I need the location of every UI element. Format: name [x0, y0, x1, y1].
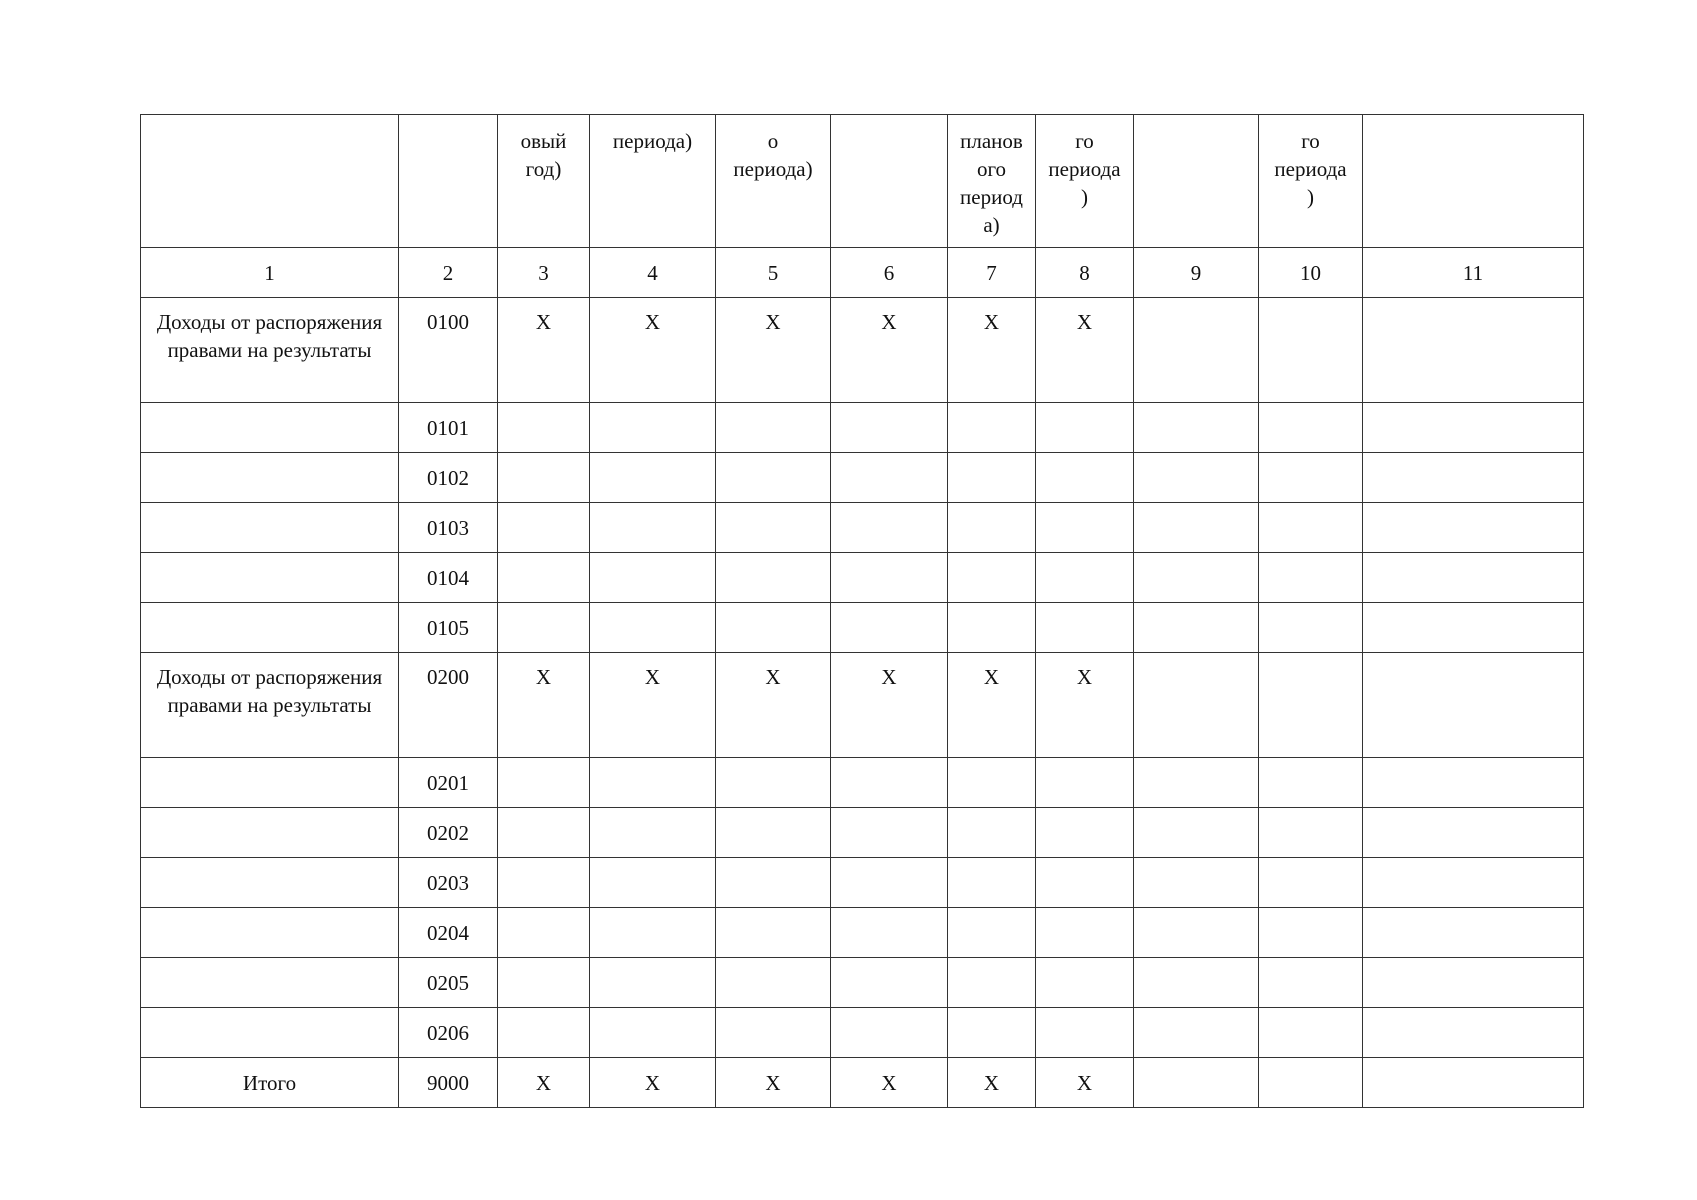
table-cell-col-10	[1259, 958, 1363, 1008]
table-cell-col-9	[1134, 453, 1259, 503]
total-row	[141, 1058, 1584, 1108]
table-cell-col-9	[1134, 758, 1259, 808]
table-cell-col-11	[1363, 758, 1584, 808]
table-row	[141, 603, 1584, 653]
table-cell-col-4	[590, 858, 716, 908]
section-row	[141, 653, 1584, 758]
table-cell-col-8	[1036, 858, 1134, 908]
table-cell-col-4	[590, 808, 716, 858]
table-cell-col-1: Итого	[141, 1058, 399, 1108]
table-cell-col-3	[498, 553, 590, 603]
form-table	[140, 114, 1584, 1108]
table-cell-col-11	[1363, 403, 1584, 453]
table-cell-col-6: X	[831, 1058, 948, 1108]
table-cell-col-7: 7	[948, 248, 1036, 298]
table-cell-col-8	[1036, 453, 1134, 503]
table-cell-col-6	[831, 758, 948, 808]
table-cell-col-10	[1259, 1058, 1363, 1108]
table-cell-col-9	[1134, 653, 1259, 758]
table-cell-col-8: X	[1036, 1058, 1134, 1108]
table-cell-col-7	[948, 808, 1036, 858]
table-cell-col-8	[1036, 758, 1134, 808]
table-body	[141, 115, 1584, 1108]
table-cell-col-4: X	[590, 653, 716, 758]
table-cell-col-2: 0104	[399, 553, 498, 603]
table-cell-col-3	[498, 808, 590, 858]
table-cell-col-10	[1259, 503, 1363, 553]
table-cell-col-4: периода)	[590, 115, 716, 248]
table-cell-col-6	[831, 453, 948, 503]
table-cell-col-9	[1134, 808, 1259, 858]
table-cell-col-1	[141, 553, 399, 603]
table-cell-col-5: X	[716, 653, 831, 758]
table-cell-col-10	[1259, 403, 1363, 453]
table-cell-col-11	[1363, 298, 1584, 403]
table-cell-col-9	[1134, 958, 1259, 1008]
table-cell-col-9	[1134, 503, 1259, 553]
table-cell-col-8	[1036, 808, 1134, 858]
table-cell-col-4	[590, 1008, 716, 1058]
table-cell-col-1	[141, 403, 399, 453]
table-cell-col-3: X	[498, 1058, 590, 1108]
table-cell-col-11	[1363, 1008, 1584, 1058]
table-cell-col-11	[1363, 503, 1584, 553]
table-cell-col-10	[1259, 1008, 1363, 1058]
table-cell-col-10	[1259, 603, 1363, 653]
table-cell-col-11: 11	[1363, 248, 1584, 298]
table-cell-col-11	[1363, 603, 1584, 653]
table-cell-col-3	[498, 958, 590, 1008]
table-cell-col-2: 0204	[399, 908, 498, 958]
table-cell-col-3	[498, 1008, 590, 1058]
table-cell-col-4	[590, 403, 716, 453]
table-cell-col-1: Доходы от распоряжения правами на результаты	[141, 653, 399, 758]
table-cell-col-5: о периода)	[716, 115, 831, 248]
table-row	[141, 958, 1584, 1008]
table-cell-col-7	[948, 908, 1036, 958]
table-cell-col-7	[948, 858, 1036, 908]
table-cell-col-6	[831, 503, 948, 553]
table-cell-col-1	[141, 115, 399, 248]
table-cell-col-1	[141, 758, 399, 808]
table-row	[141, 1008, 1584, 1058]
table-cell-col-6	[831, 403, 948, 453]
header-row	[141, 115, 1584, 248]
table-cell-col-6	[831, 553, 948, 603]
table-cell-col-6: X	[831, 298, 948, 403]
table-cell-col-10	[1259, 858, 1363, 908]
table-cell-col-1	[141, 603, 399, 653]
table-cell-col-4	[590, 503, 716, 553]
table-cell-col-10	[1259, 808, 1363, 858]
table-cell-col-3	[498, 908, 590, 958]
table-cell-col-7	[948, 958, 1036, 1008]
table-cell-col-5	[716, 503, 831, 553]
table-cell-col-5	[716, 603, 831, 653]
table-cell-col-4	[590, 908, 716, 958]
table-cell-col-9	[1134, 403, 1259, 453]
table-cell-col-7	[948, 503, 1036, 553]
table-cell-col-5	[716, 758, 831, 808]
table-cell-col-9	[1134, 858, 1259, 908]
table-cell-col-4: X	[590, 1058, 716, 1108]
table-cell-col-3	[498, 758, 590, 808]
table-cell-col-1	[141, 958, 399, 1008]
table-row	[141, 858, 1584, 908]
table-cell-col-3: овый год)	[498, 115, 590, 248]
table-cell-col-9	[1134, 908, 1259, 958]
table-cell-col-3: 3	[498, 248, 590, 298]
table-cell-col-8	[1036, 403, 1134, 453]
table-cell-col-8: го периода )	[1036, 115, 1134, 248]
table-cell-col-7: X	[948, 1058, 1036, 1108]
table-cell-col-5	[716, 858, 831, 908]
table-cell-col-5: X	[716, 298, 831, 403]
table-cell-col-9	[1134, 1008, 1259, 1058]
table-cell-col-7	[948, 553, 1036, 603]
table-cell-col-2: 0202	[399, 808, 498, 858]
table-cell-col-2: 2	[399, 248, 498, 298]
table-cell-col-4	[590, 453, 716, 503]
table-cell-col-9	[1134, 1058, 1259, 1108]
table-cell-col-2: 0201	[399, 758, 498, 808]
table-cell-col-8: 8	[1036, 248, 1134, 298]
table-cell-col-5: X	[716, 1058, 831, 1108]
table-cell-col-2: 0101	[399, 403, 498, 453]
table-cell-col-11	[1363, 115, 1584, 248]
table-row	[141, 503, 1584, 553]
table-cell-col-6	[831, 808, 948, 858]
table-cell-col-10: го периода )	[1259, 115, 1363, 248]
section-row	[141, 298, 1584, 403]
table-cell-col-3	[498, 603, 590, 653]
table-cell-col-5	[716, 908, 831, 958]
table-cell-col-1	[141, 503, 399, 553]
table-cell-col-5	[716, 403, 831, 453]
table-cell-col-6	[831, 858, 948, 908]
table-cell-col-5	[716, 553, 831, 603]
table-cell-col-4: X	[590, 298, 716, 403]
table-cell-col-3	[498, 858, 590, 908]
table-cell-col-3	[498, 503, 590, 553]
table-cell-col-2: 0102	[399, 453, 498, 503]
table-cell-col-11	[1363, 1058, 1584, 1108]
table-cell-col-6	[831, 908, 948, 958]
table-cell-col-11	[1363, 553, 1584, 603]
table-cell-col-6	[831, 1008, 948, 1058]
table-cell-col-8: X	[1036, 653, 1134, 758]
table-cell-col-3: X	[498, 653, 590, 758]
table-cell-col-10	[1259, 908, 1363, 958]
table-cell-col-5	[716, 958, 831, 1008]
table-cell-col-11	[1363, 453, 1584, 503]
table-cell-col-4: 4	[590, 248, 716, 298]
table-row	[141, 808, 1584, 858]
table-cell-col-6	[831, 958, 948, 1008]
table-cell-col-10	[1259, 453, 1363, 503]
table-cell-col-2: 9000	[399, 1058, 498, 1108]
table-cell-col-10: 10	[1259, 248, 1363, 298]
column-number-row	[141, 248, 1584, 298]
table-cell-col-9	[1134, 298, 1259, 403]
table-cell-col-8	[1036, 603, 1134, 653]
table-cell-col-10	[1259, 758, 1363, 808]
table-cell-col-10	[1259, 553, 1363, 603]
table-cell-col-1: 1	[141, 248, 399, 298]
table-cell-col-7: планов ого период а)	[948, 115, 1036, 248]
table-cell-col-3	[498, 453, 590, 503]
table-cell-col-11	[1363, 808, 1584, 858]
table-cell-col-7: X	[948, 298, 1036, 403]
table-cell-col-8	[1036, 958, 1134, 1008]
table-cell-col-5	[716, 808, 831, 858]
table-cell-col-1	[141, 453, 399, 503]
table-cell-col-9	[1134, 115, 1259, 248]
table-cell-col-2: 0105	[399, 603, 498, 653]
table-cell-col-10	[1259, 298, 1363, 403]
table-cell-col-8: X	[1036, 298, 1134, 403]
table-cell-col-6: 6	[831, 248, 948, 298]
table-cell-col-11	[1363, 908, 1584, 958]
table-cell-col-8	[1036, 1008, 1134, 1058]
table-cell-col-9: 9	[1134, 248, 1259, 298]
table-cell-col-1	[141, 808, 399, 858]
table-cell-col-2: 0100	[399, 298, 498, 403]
table-cell-col-8	[1036, 908, 1134, 958]
table-row	[141, 403, 1584, 453]
table-cell-col-11	[1363, 653, 1584, 758]
table-cell-col-7	[948, 603, 1036, 653]
table-cell-col-1	[141, 908, 399, 958]
table-cell-col-9	[1134, 553, 1259, 603]
table-cell-col-4	[590, 553, 716, 603]
table-cell-col-2: 0200	[399, 653, 498, 758]
table-cell-col-7	[948, 1008, 1036, 1058]
table-cell-col-8	[1036, 553, 1134, 603]
table-cell-col-8	[1036, 503, 1134, 553]
table-cell-col-7: X	[948, 653, 1036, 758]
table-cell-col-3	[498, 403, 590, 453]
table-cell-col-5	[716, 1008, 831, 1058]
table-cell-col-7	[948, 453, 1036, 503]
table-cell-col-9	[1134, 603, 1259, 653]
table-cell-col-7	[948, 403, 1036, 453]
table-row	[141, 758, 1584, 808]
table-row	[141, 553, 1584, 603]
table-cell-col-6: X	[831, 653, 948, 758]
table-cell-col-1	[141, 1008, 399, 1058]
table-cell-col-11	[1363, 858, 1584, 908]
table-row	[141, 908, 1584, 958]
table-cell-col-11	[1363, 958, 1584, 1008]
table-cell-col-6	[831, 603, 948, 653]
table-cell-col-2: 0205	[399, 958, 498, 1008]
table-cell-col-5	[716, 453, 831, 503]
table-cell-col-2: 0206	[399, 1008, 498, 1058]
table-cell-col-1: Доходы от распоряжения правами на результаты	[141, 298, 399, 403]
table-cell-col-10	[1259, 653, 1363, 758]
table-cell-col-5: 5	[716, 248, 831, 298]
table-row	[141, 453, 1584, 503]
table-cell-col-3: X	[498, 298, 590, 403]
table-cell-col-1	[141, 858, 399, 908]
table-cell-col-2: 0203	[399, 858, 498, 908]
table-cell-col-4	[590, 958, 716, 1008]
table-cell-col-4	[590, 603, 716, 653]
table-cell-col-6	[831, 115, 948, 248]
table-cell-col-7	[948, 758, 1036, 808]
table-cell-col-2	[399, 115, 498, 248]
table-cell-col-4	[590, 758, 716, 808]
table-cell-col-2: 0103	[399, 503, 498, 553]
